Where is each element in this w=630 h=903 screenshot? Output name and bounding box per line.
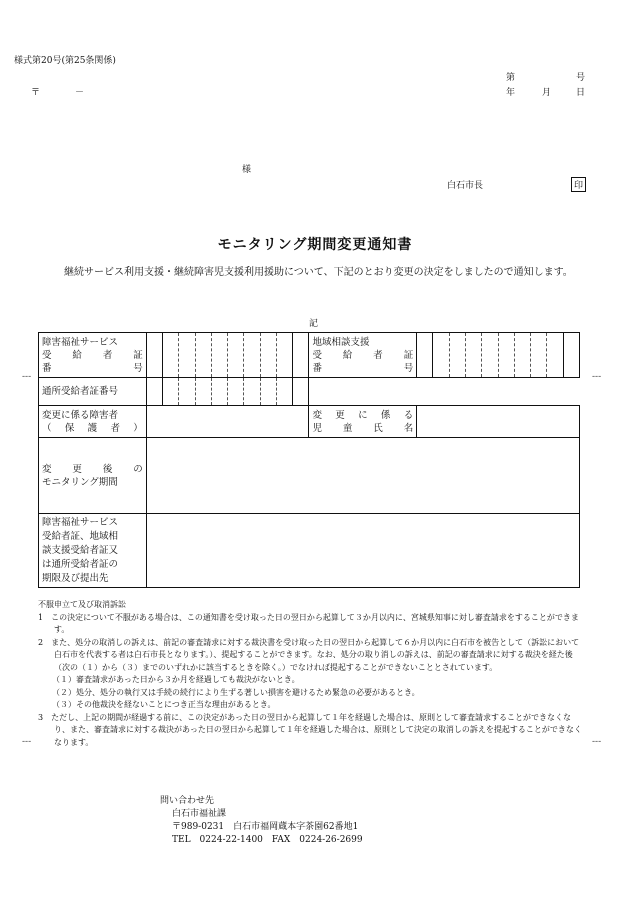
digit-cell[interactable] bbox=[228, 333, 244, 378]
digit-cell[interactable] bbox=[449, 333, 465, 378]
digit-cell[interactable] bbox=[531, 333, 547, 378]
digit-cell[interactable] bbox=[563, 333, 579, 378]
note-sub-2: （２）処分、処分の執行又は手続の続行により生ずる著しい損害を避けるため緊急の必要があるとき。 bbox=[52, 687, 420, 697]
digit-cell[interactable] bbox=[433, 333, 449, 378]
digit-cell[interactable] bbox=[244, 333, 260, 378]
date-day: 日 bbox=[576, 88, 586, 98]
row1-label: 障害福祉サービス 受 給 者 証 番 号 bbox=[39, 333, 147, 378]
addressee-suffix: 様 bbox=[242, 165, 252, 175]
blank-area bbox=[309, 378, 580, 406]
digit-cell[interactable] bbox=[547, 333, 563, 378]
form-id: 様式第20号(第25条関係) bbox=[14, 56, 116, 66]
contact-heading: 問い合わせ先 bbox=[160, 796, 215, 806]
child-name-field[interactable] bbox=[417, 406, 580, 438]
digit-cell[interactable] bbox=[293, 378, 309, 406]
row4-label: 変 更 後 の モニタリング期間 bbox=[39, 438, 147, 514]
contact-address: 〒989-0231 白石市福岡蔵本字茶園62番地1 bbox=[172, 822, 359, 832]
number-label-dai: 第 bbox=[506, 73, 516, 83]
digit-cell[interactable] bbox=[163, 333, 179, 378]
digit-cell[interactable] bbox=[276, 333, 292, 378]
digit-cell[interactable] bbox=[228, 378, 244, 406]
certificate-deadline-field[interactable] bbox=[146, 514, 579, 588]
digit-cell[interactable] bbox=[514, 333, 530, 378]
digit-cell[interactable] bbox=[146, 333, 162, 378]
note-item-1: 1 この決定について不服がある場合は、この通知書を受け取った日の翌日から起算して３か月以内に、宮城県知事に対し審査請求をすることができます。 bbox=[38, 612, 579, 634]
digit-cell[interactable] bbox=[163, 378, 179, 406]
table-row bbox=[39, 438, 580, 514]
row3-label: 変更に係る障害者 （ 保 護 者 ） bbox=[39, 406, 147, 438]
appeal-notes bbox=[38, 599, 586, 749]
person-name-field[interactable] bbox=[146, 406, 309, 438]
form-table bbox=[38, 332, 580, 588]
postal-dash: － bbox=[75, 88, 85, 98]
note-item-3: 3 ただし、上記の期間が経過する前に、この決定があった日の翌日から起算して１年を経過した場合は、原則として審査請求することができなくなり、また、審査請求に対する裁決があった日の翌日から起算して１年を経過した場合は、原則として決定の取消しの訴えを提起することができなくなります。 bbox=[38, 712, 582, 747]
contact-block bbox=[160, 795, 363, 847]
digit-cell[interactable] bbox=[260, 378, 276, 406]
table-row bbox=[39, 406, 580, 438]
row3-right-label: 変 更 に 係 る 児 童 氏 名 bbox=[309, 406, 417, 438]
digit-cell[interactable] bbox=[417, 333, 433, 378]
postal-mark: 〒 bbox=[31, 88, 41, 98]
number-label-go: 号 bbox=[576, 73, 586, 83]
table-row bbox=[39, 378, 580, 406]
date-month: 月 bbox=[542, 88, 552, 98]
note-sub-1: （１）審査請求があった日から３か月を経過しても裁決がないとき。 bbox=[52, 675, 300, 684]
table-row bbox=[39, 514, 580, 588]
row2-label: 通所受給者証番号 bbox=[39, 378, 147, 406]
row1-right-label: 地域相談支援 受 給 者 証 番 号 bbox=[309, 333, 417, 378]
digit-cell[interactable] bbox=[211, 333, 227, 378]
monitoring-period-field[interactable] bbox=[146, 438, 579, 514]
date-year: 年 bbox=[506, 88, 516, 98]
notes-heading: 不服申立て及び取消訴訟 bbox=[38, 600, 126, 609]
digit-cell[interactable] bbox=[276, 378, 292, 406]
digit-cell[interactable] bbox=[244, 378, 260, 406]
row5-label: 障害福祉サービス 受給者証、地域相 談支援受給者証又 は通所受給者証の 期限及び提出先 bbox=[39, 514, 147, 588]
seal-stamp: 印 bbox=[571, 177, 586, 192]
contact-phone: TEL 0224-22-1400 FAX 0224-26-2699 bbox=[172, 835, 363, 845]
contact-dept: 白石市福祉課 bbox=[172, 809, 227, 819]
digit-cell[interactable] bbox=[498, 333, 514, 378]
digit-cell[interactable] bbox=[179, 333, 195, 378]
digit-cell[interactable] bbox=[195, 378, 211, 406]
table-row bbox=[39, 333, 580, 378]
right-tick-bottom: --- bbox=[592, 737, 602, 747]
intro-paragraph: 継続サービス利用支援・継続障害児支援利用援助について、下記のとおり変更の決定をしましたので通知します。 bbox=[64, 267, 573, 278]
digit-cell[interactable] bbox=[179, 378, 195, 406]
issuer: 白石市長 bbox=[447, 181, 484, 191]
digit-cell[interactable] bbox=[466, 333, 482, 378]
digit-cell[interactable] bbox=[260, 333, 276, 378]
digit-cell[interactable] bbox=[211, 378, 227, 406]
page-title: モニタリング期間変更通知書 bbox=[217, 237, 413, 253]
note-sub-3: （３）その他裁決を経ないことにつき正当な理由があるとき。 bbox=[52, 700, 276, 709]
digit-cell[interactable] bbox=[293, 333, 309, 378]
left-tick-bottom: --- bbox=[22, 737, 32, 747]
note-item-2: 2 また、処分の取消しの訴えは、前記の審査請求に対する裁決書を受け取った日の翌日から起算して６か月以内に白石市を被告として（訴訟において白石市を代表する者は白石市長となります。）、提起することができます。なお、処分の取り消しの訴えは、前記の審査請求に対する裁決を経た後（次の（１）から（３）までのいずれかに該当するときを除く。）でなければ提起することができないこととされています。 bbox=[38, 637, 580, 672]
left-tick-top: --- bbox=[22, 372, 32, 382]
digit-cell[interactable] bbox=[146, 378, 162, 406]
digit-cell[interactable] bbox=[195, 333, 211, 378]
digit-cell[interactable] bbox=[482, 333, 498, 378]
ki-marker: 記 bbox=[309, 319, 319, 329]
right-tick-top: --- bbox=[592, 372, 602, 382]
